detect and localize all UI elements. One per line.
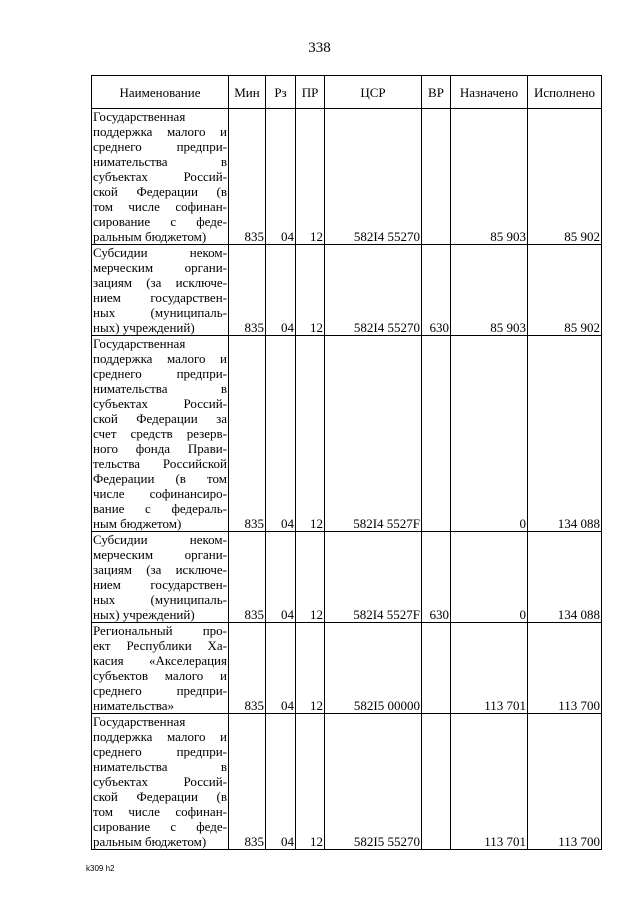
row-name-line: ным бюджетом) xyxy=(93,516,182,531)
row-rz-cell: 04 xyxy=(266,714,296,850)
row-pr-cell: 12 xyxy=(296,109,325,245)
row-name-line: поддержка малого и xyxy=(93,351,227,366)
row-name-line: нием государствен- xyxy=(93,577,227,592)
row-name-line: Государственная xyxy=(93,109,186,124)
row-name-line: нимательства в xyxy=(93,154,227,169)
row-vr-cell xyxy=(422,623,451,714)
table-header-row xyxy=(92,76,602,109)
row-name-line: нимательства» xyxy=(93,698,175,713)
row-name-cell xyxy=(92,336,229,532)
row-csr-cell: 582I5 55270 xyxy=(325,714,422,850)
header-executed: Исполнено xyxy=(528,76,602,109)
header-pr: ПР xyxy=(296,76,325,109)
row-min-cell: 835 xyxy=(229,714,266,850)
row-name-line: Государственная xyxy=(93,336,186,351)
row-name-cell xyxy=(92,714,229,850)
row-rz-cell: 04 xyxy=(266,245,296,336)
row-min-cell: 835 xyxy=(229,336,266,532)
row-name-line: мерческим органи- xyxy=(93,260,227,275)
row-name-line: счет средств резерв- xyxy=(93,426,227,441)
row-assigned-cell: 113 701 xyxy=(451,714,528,850)
row-name-line: числе софинансиро- xyxy=(93,486,227,501)
row-name-line: поддержка малого и xyxy=(93,124,227,139)
row-csr-cell: 582I4 5527F xyxy=(325,336,422,532)
row-csr-cell: 582I4 55270 xyxy=(325,109,422,245)
row-name-line: том числе софинан- xyxy=(93,804,227,819)
row-name-line: ных) учреждений) xyxy=(93,607,195,622)
row-executed-cell: 85 902 xyxy=(528,245,602,336)
budget-table xyxy=(91,75,602,850)
footer-code: k309 h2 xyxy=(86,864,115,873)
row-vr-cell xyxy=(422,714,451,850)
row-name-line: субъектах Россий- xyxy=(93,169,227,184)
table-row xyxy=(92,623,602,714)
row-executed-cell: 134 088 xyxy=(528,532,602,623)
row-name-line: среднего предпри- xyxy=(93,683,227,698)
row-name-line: ект Республики Ха- xyxy=(93,638,227,653)
table-row xyxy=(92,714,602,850)
row-name-line: ного фонда Прави- xyxy=(93,441,227,456)
row-name-line: зациям (за исключе- xyxy=(93,562,227,577)
row-assigned-cell: 0 xyxy=(451,336,528,532)
row-name-line: ральным бюджетом) xyxy=(93,834,207,849)
row-name-line: мерческим органи- xyxy=(93,547,227,562)
row-min-cell: 835 xyxy=(229,623,266,714)
row-name-line: среднего предпри- xyxy=(93,366,227,381)
row-name-line: том числе софинан- xyxy=(93,199,227,214)
row-name-line: субъектах Россий- xyxy=(93,774,227,789)
row-csr-cell: 582I4 55270 xyxy=(325,245,422,336)
row-name-line: среднего предпри- xyxy=(93,139,227,154)
row-executed-cell: 113 700 xyxy=(528,714,602,850)
row-pr-cell: 12 xyxy=(296,714,325,850)
row-assigned-cell: 0 xyxy=(451,532,528,623)
row-name-line: нимательства в xyxy=(93,759,227,774)
header-csr: ЦСР xyxy=(325,76,422,109)
row-csr-cell: 582I4 5527F xyxy=(325,532,422,623)
row-assigned-cell: 113 701 xyxy=(451,623,528,714)
table-row xyxy=(92,245,602,336)
row-pr-cell: 12 xyxy=(296,623,325,714)
row-name-line: Субсидии неком- xyxy=(93,245,227,260)
row-executed-cell: 113 700 xyxy=(528,623,602,714)
row-name-line: Региональный про- xyxy=(93,623,227,638)
row-name-line: вание с федераль- xyxy=(93,501,227,516)
row-name-line: ных) учреждений) xyxy=(93,320,195,335)
row-pr-cell: 12 xyxy=(296,245,325,336)
row-min-cell: 835 xyxy=(229,109,266,245)
table-row xyxy=(92,336,602,532)
row-name-line: нимательства в xyxy=(93,381,227,396)
row-name-line: зациям (за исключе- xyxy=(93,275,227,290)
row-name-line: среднего предпри- xyxy=(93,744,227,759)
row-executed-cell: 85 902 xyxy=(528,109,602,245)
row-name-line: ской Федерации за xyxy=(93,411,227,426)
row-rz-cell: 04 xyxy=(266,623,296,714)
row-name-line: ных (муниципаль- xyxy=(93,305,227,320)
row-name-cell xyxy=(92,623,229,714)
row-name-line: поддержка малого и xyxy=(93,729,227,744)
header-vr: ВР xyxy=(422,76,451,109)
row-csr-cell: 582I5 00000 xyxy=(325,623,422,714)
row-name-cell xyxy=(92,532,229,623)
row-name-line: нием государствен- xyxy=(93,290,227,305)
row-name-line: ральным бюджетом) xyxy=(93,229,207,244)
row-rz-cell: 04 xyxy=(266,336,296,532)
row-pr-cell: 12 xyxy=(296,336,325,532)
row-vr-cell xyxy=(422,336,451,532)
row-name-cell xyxy=(92,109,229,245)
row-name-line: субъектов малого и xyxy=(93,668,227,683)
row-min-cell: 835 xyxy=(229,245,266,336)
row-name-line: тельства Российской xyxy=(93,456,227,471)
row-executed-cell: 134 088 xyxy=(528,336,602,532)
row-name-line: ных (муниципаль- xyxy=(93,592,227,607)
row-vr-cell xyxy=(422,109,451,245)
header-rz: Рз xyxy=(266,76,296,109)
row-vr-cell: 630 xyxy=(422,532,451,623)
header-assigned: Назначено xyxy=(451,76,528,109)
row-name-line: ской Федерации (в xyxy=(93,789,227,804)
row-name-line: субъектах Россий- xyxy=(93,396,227,411)
header-name: Наименование xyxy=(92,76,229,109)
row-pr-cell: 12 xyxy=(296,532,325,623)
page-number: 338 xyxy=(308,40,331,56)
row-rz-cell: 04 xyxy=(266,532,296,623)
row-name-line: Государственная xyxy=(93,714,186,729)
row-assigned-cell: 85 903 xyxy=(451,245,528,336)
row-name-line: сирование с феде- xyxy=(93,214,227,229)
row-name-line: Субсидии неком- xyxy=(93,532,227,547)
row-name-line: касия «Акселерация xyxy=(93,653,227,668)
row-name-line: ской Федерации (в xyxy=(93,184,227,199)
row-rz-cell: 04 xyxy=(266,109,296,245)
row-min-cell: 835 xyxy=(229,532,266,623)
row-name-line: Федерации (в том xyxy=(93,471,227,486)
table-row xyxy=(92,532,602,623)
table-row xyxy=(92,109,602,245)
table-body xyxy=(92,109,602,850)
row-name-cell xyxy=(92,245,229,336)
row-name-line: сирование с феде- xyxy=(93,819,227,834)
row-vr-cell: 630 xyxy=(422,245,451,336)
header-min: Мин xyxy=(229,76,266,109)
row-assigned-cell: 85 903 xyxy=(451,109,528,245)
